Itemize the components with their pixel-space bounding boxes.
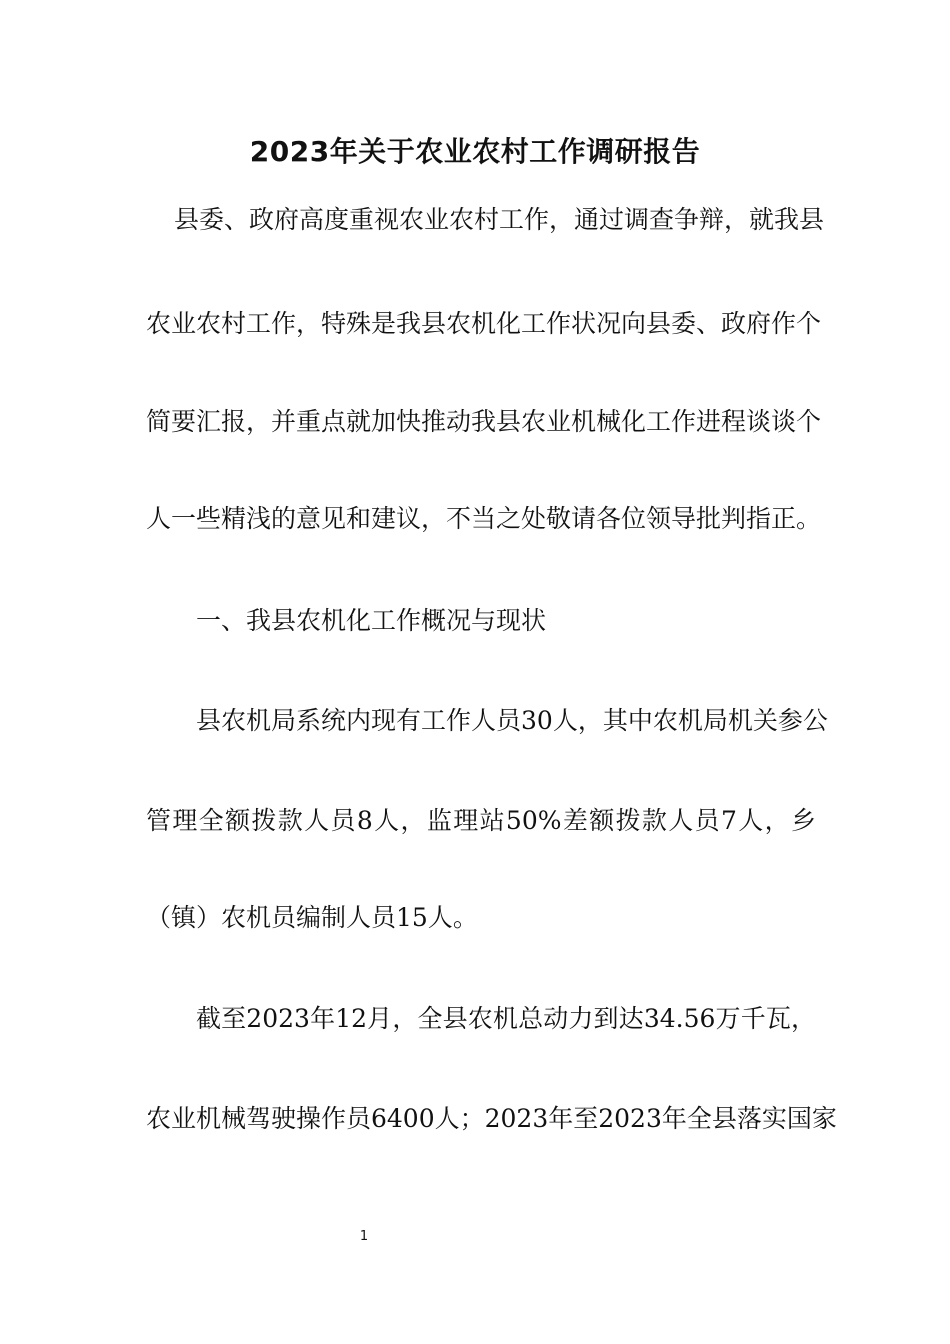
section-heading: 一、我县农机化工作概况与现状 bbox=[196, 606, 547, 635]
paragraph-line: 管理全额拨款人员8人，监理站50%差额拨款人员7人，乡 bbox=[146, 806, 816, 835]
paragraph-line: 县农机局系统内现有工作人员30人，其中农机局机关参公 bbox=[196, 706, 828, 735]
paragraph-line: 农业机械驾驶操作员6400人；2023年至2023年全县落实国家 bbox=[146, 1104, 837, 1133]
paragraph-line: 人一些精浅的意见和建议，不当之处敬请各位领导批判指正。 bbox=[146, 504, 822, 533]
document-title: 2023年关于农业农村工作调研报告 bbox=[249, 135, 701, 168]
paragraph-line: 截至2023年12月，全县农机总动力到达34.56万千瓦， bbox=[196, 1004, 816, 1033]
paragraph-line: 简要汇报，并重点就加快推动我县农业机械化工作进程谈谈个 bbox=[146, 407, 822, 436]
paragraph-line: （镇）农机员编制人员15人。 bbox=[146, 903, 478, 932]
paragraph-line: 农业农村工作，特殊是我县农机化工作状况向县委、政府作个 bbox=[146, 309, 822, 338]
paragraph-line: 县委、政府高度重视农业农村工作，通过调查争辩，就我县 bbox=[174, 205, 825, 234]
page-number: 1 bbox=[359, 1229, 369, 1244]
